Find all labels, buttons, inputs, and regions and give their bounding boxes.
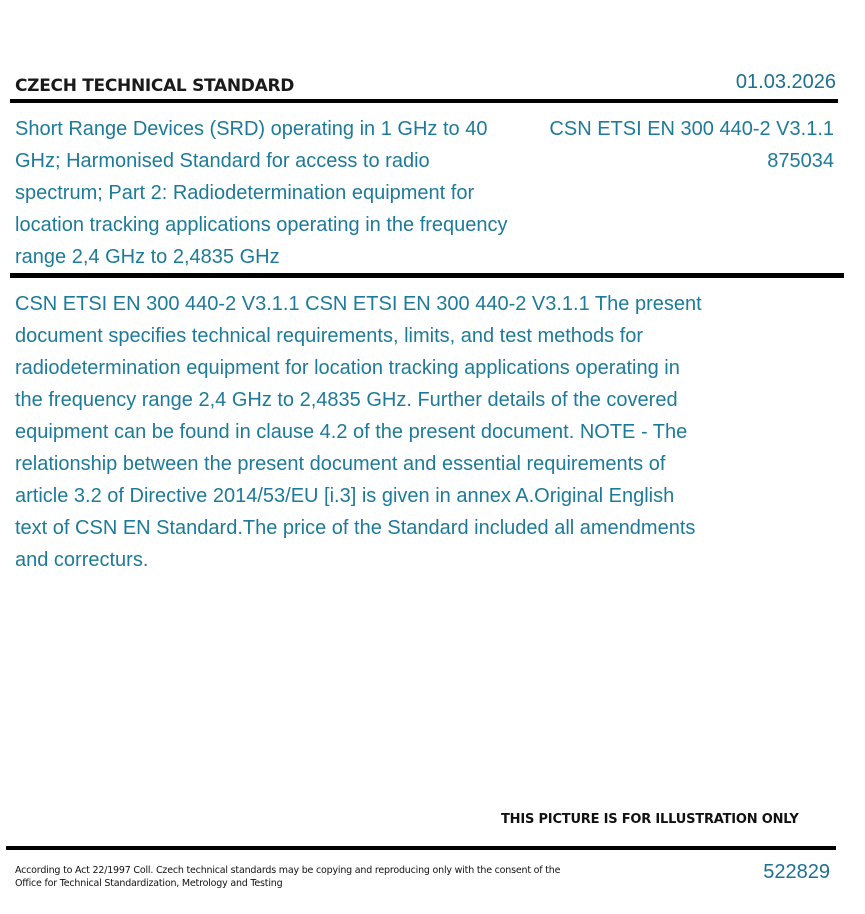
document-id: 522829 xyxy=(763,861,830,883)
footer-divider xyxy=(6,846,836,850)
publication-date: 01.03.2026 xyxy=(735,71,836,93)
header-divider xyxy=(10,99,838,103)
document-header-label: CZECH TECHNICAL STANDARD xyxy=(15,76,295,96)
standard-code: CSN ETSI EN 300 440-2 V3.1.1 xyxy=(549,118,834,140)
title-divider xyxy=(10,273,844,278)
catalog-number: 875034 xyxy=(767,150,834,172)
illustration-note: THIS PICTURE IS FOR ILLUSTRATION ONLY xyxy=(501,812,799,827)
standard-code-block xyxy=(549,113,834,177)
standard-title: Short Range Devices (SRD) operating in 1 GHz to 40 GHz; Harmonised Standard for access to radio spectrum; Part 2: Radiodetermination equipment for location tracking applications operating in the frequency range 2,4 GHz to 2,4835 GHz xyxy=(15,118,508,268)
standard-description: CSN ETSI EN 300 440-2 V3.1.1 CSN ETSI EN 300 440-2 V3.1.1 The present document specifies technical requirements, limits, and test methods for radiodetermination equipment for location tracking applications operating in the frequency range 2,4 GHz to 2,4835 GHz. Further details of the covered equipment can be found in clause 4.2 of the present document. NOTE - The relationship between the present document and essential requirements of article 3.2 of Directive 2014/53/EU [i.3] is given in annex A.Original English text of CSN EN Standard.The price of the Standard included all amendments and correcturs. xyxy=(15,293,702,571)
legal-note: According to Act 22/1997 Coll. Czech technical standards may be copying and reproducing only with the consent of the Office for Technical Standardization, Metrology and Testing xyxy=(15,865,561,889)
